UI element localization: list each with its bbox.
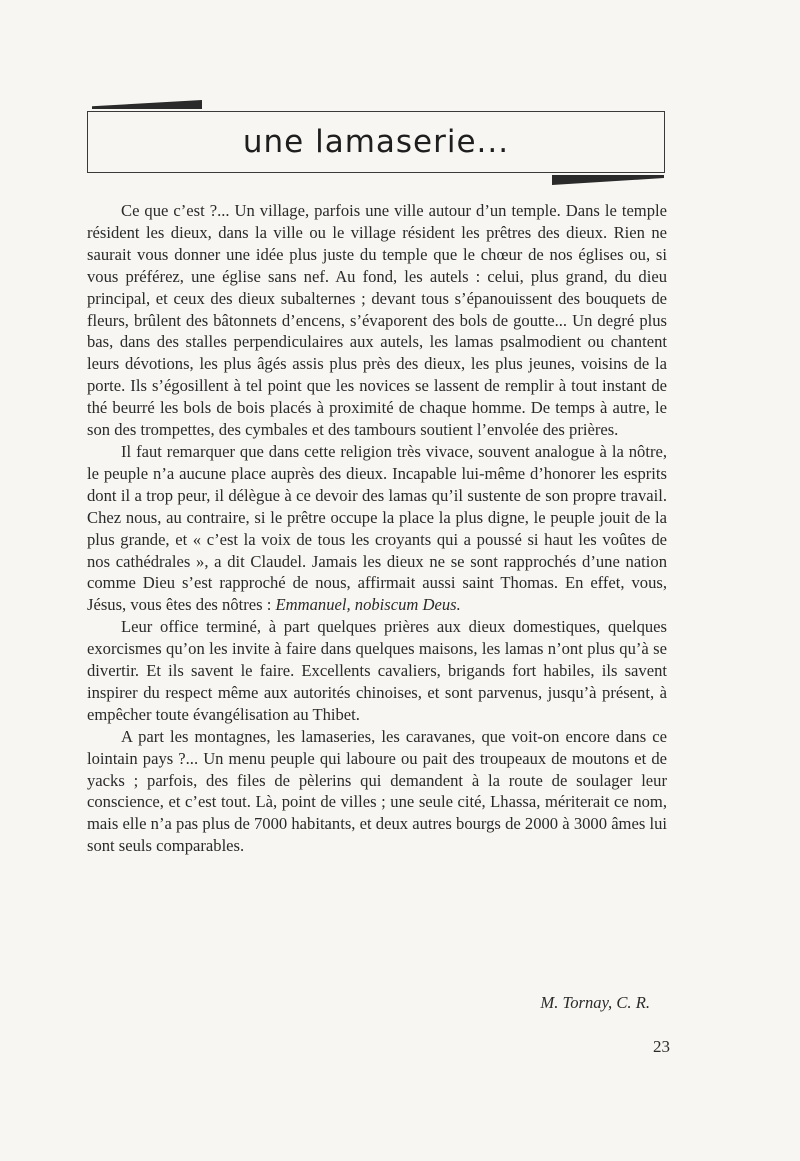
paragraph-2-text: Il faut remarquer que dans cette religion très vivace, souvent analogue à la nôtre, le peuple n’a aucune place auprès des dieux. Incapable lui-même d’honorer les esprits dont il a trop peur, il délègue à ce devoir des lamas qu’il sustente de son propre travail. Chez nous, au contraire, si le prêtre occupe la place la plus digne, le peuple jouit de la plus grande, et « c’est la voix de tous les croyants qui a poussé si haut les voûtes de nos cathédrales », a dit Claudel. Jamais les dieux ne se sont rapprochés d’une nation comme Dieu s’est rapproché de nous, affirmait aussi saint Thomas. En effet, vous, Jésus, vous êtes des nôtres : xyxy=(87,441,667,615)
page-number: 23 xyxy=(653,1037,670,1056)
decorative-bar-left xyxy=(92,100,202,109)
paragraph-1: Ce que c’est ?... Un village, parfois une ville autour d’un temple. Dans le temple résident les dieux, dans la ville ou le village résident les prêtres des dieux. Rien ne saurait vous donner une idée plus juste du temple que le chœur de nos églises ou, si vous préférez, une église sans nef. Au fond, les autels : celui, plus grand, du dieu principal, et ceux des dieux subalternes ; devant tous s’épanouissent des bouquets de fleurs, brûlent des bâtonnets d’encens, s’évaporent des bols de goutte... Un degré plus bas, dans des stalles perpendiculaires aux autels, les lamas psalmodient ou chantent leurs dévotions, les plus âgés assis plus près des dieux, les plus jeunes, voisins de la porte. Ils s’égosillent à tel point que les novices se lassent de remplir à tout instant de thé beurré les bols de bois placés à proximité de chaque homme. De temps à autre, le son des trompettes, des cymbales et des tambours soutient l’envolée des prières. xyxy=(87,201,667,440)
paragraph-3: Leur office terminé, à part quelques prières aux dieux domestiques, quelques exorcismes qu’on les invite à faire dans quelques maisons, les lamas n’ont plus qu’à se divertir. Et ils savent le faire. Excellents cavaliers, brigands fort habiles, ils savent inspirer du respect même aux autorités chinoises, et sont parvenus, jusqu’à présent, à empêcher toute évangélisation au Thibet. xyxy=(87,617,667,724)
paragraph-4: A part les montagnes, les lamaseries, les caravanes, que voit-on encore dans ce lointain pays ?... Un menu peuple qui laboure ou pait des troupeaux de moutons et de yacks ; parfois, des files de pèlerins qui demandent à la route de soulager leur conscience, et c’est tout. Là, point de villes ; une seule cité, Lhassa, mériterait ce nom, mais elle n’a pas plus de 7000 habitants, et deux autres bourgs de 2000 à 3000 âmes lui sont seuls comparables. xyxy=(87,726,667,856)
author-signature: M. Tornay, C. R. xyxy=(540,993,650,1012)
page-title: une lamaserie... xyxy=(242,124,510,160)
latin-quote: Emmanuel, nobiscum Deus. xyxy=(275,595,461,615)
paragraph-2 xyxy=(87,441,667,616)
title-frame xyxy=(87,111,665,173)
decorative-bar-right xyxy=(552,175,664,185)
article-body xyxy=(87,200,667,857)
